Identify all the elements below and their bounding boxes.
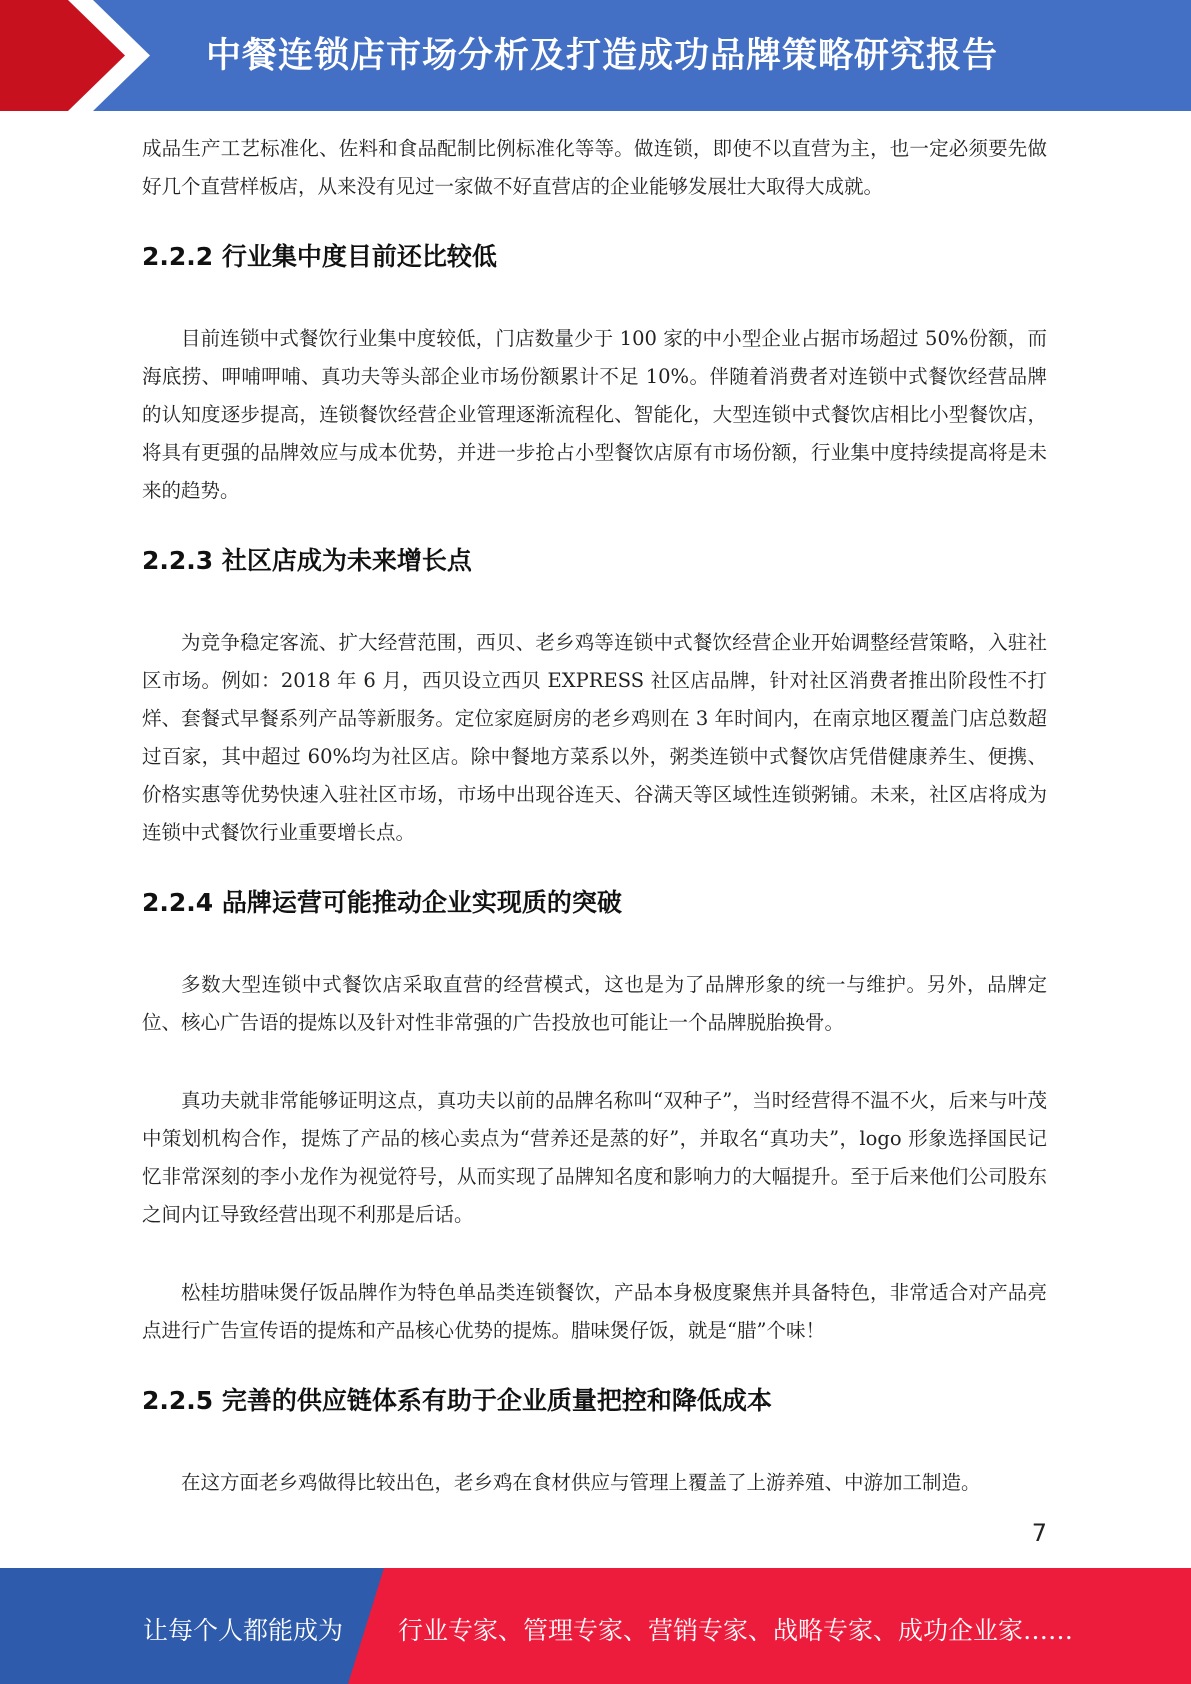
section-heading-2-2-3: 2.2.3 社区店成为未来增长点: [142, 546, 472, 575]
document-body: [142, 130, 1047, 1502]
section-2-2-4-paragraph-3: 松桂坊腊味煲仔饭品牌作为特色单品类连锁餐饮，产品本身极度聚焦并具备特色，非常适合对产品亮点进行广告宣传语的提炼和产品核心优势的提炼。腊味煲仔饭，就是“腊”个味！: [142, 1281, 1047, 1342]
footer-banner: [0, 1568, 1191, 1684]
page-number: 7: [1031, 1519, 1047, 1547]
footer-slogan-right: 行业专家、管理专家、营销专家、战略专家、成功企业家……: [398, 1616, 1074, 1645]
report-title: 中餐连锁店市场分析及打造成功品牌策略研究报告: [206, 36, 999, 76]
section-2-2-4-paragraph-2: 真功夫就非常能够证明这点，真功夫以前的品牌名称叫“双种子”，当时经营得不温不火，后来与叶茂中策划机构合作，提炼了产品的核心卖点为“营养还是蒸的好”，并取名“真功夫”，logo 形象选择国民记忆非常深刻的李小龙作为视觉符号，从而实现了品牌知名度和影响力的大幅提升。至于后来他们公司股东之间内讧导致经营出现不利那是后话。: [142, 1089, 1047, 1226]
section-heading-2-2-5: 2.2.5 完善的供应链体系有助于企业质量把控和降低成本: [142, 1386, 772, 1415]
section-2-2-3-paragraph: 为竞争稳定客流、扩大经营范围，西贝、老乡鸡等连锁中式餐饮经营企业开始调整经营策略，入驻社区市场。例如：2018 年 6 月，西贝设立西贝 EXPRESS 社区店品牌，针对社区消费者推出阶段性不打烊、套餐式早餐系列产品等新服务。定位家庭厨房的老乡鸡则在 3 年时间内，在南京地区覆盖门店总数超过百家，其中超过 60%均为社区店。除中餐地方菜系以外，粥类连锁中式餐饮店凭借健康养生、便携、价格实惠等优势快速入驻社区市场，市场中出现谷连天、谷满天等区域性连锁粥铺。未来，社区店将成为连锁中式餐饮行业重要增长点。: [142, 631, 1047, 844]
header-banner: [0, 0, 1191, 111]
intro-paragraph: 成品生产工艺标准化、佐料和食品配制比例标准化等等。做连锁，即使不以直营为主，也一定必须要先做好几个直营样板店，从来没有见过一家做不好直营店的企业能够发展壮大取得大成就。: [142, 137, 1047, 198]
footer-slogan-left: 让每个人都能成为: [143, 1616, 344, 1645]
section-2-2-5-paragraph: 在这方面老乡鸡做得比较出色，老乡鸡在食材供应与管理上覆盖了上游养殖、中游加工制造。: [181, 1471, 981, 1494]
section-heading-2-2-2: 2.2.2 行业集中度目前还比较低: [142, 242, 497, 271]
section-heading-2-2-4: 2.2.4 品牌运营可能推动企业实现质的突破: [142, 888, 622, 917]
section-2-2-2-paragraph: 目前连锁中式餐饮行业集中度较低，门店数量少于 100 家的中小型企业占据市场超过 50%份额，而海底捞、呷哺呷哺、真功夫等头部企业市场份额累计不足 10%。伴随着消费者对连锁中式餐饮经营品牌的认知度逐步提高，连锁餐饮经营企业管理逐渐流程化、智能化，大型连锁中式餐饮店相比小型餐饮店，将具有更强的品牌效应与成本优势，并进一步抢占小型餐饮店原有市场份额，行业集中度持续提高将是未来的趋势。: [142, 327, 1047, 502]
section-2-2-4-paragraph-1: 多数大型连锁中式餐饮店采取直营的经营模式，这也是为了品牌形象的统一与维护。另外，品牌定位、核心广告语的提炼以及针对性非常强的广告投放也可能让一个品牌脱胎换骨。: [142, 973, 1047, 1034]
